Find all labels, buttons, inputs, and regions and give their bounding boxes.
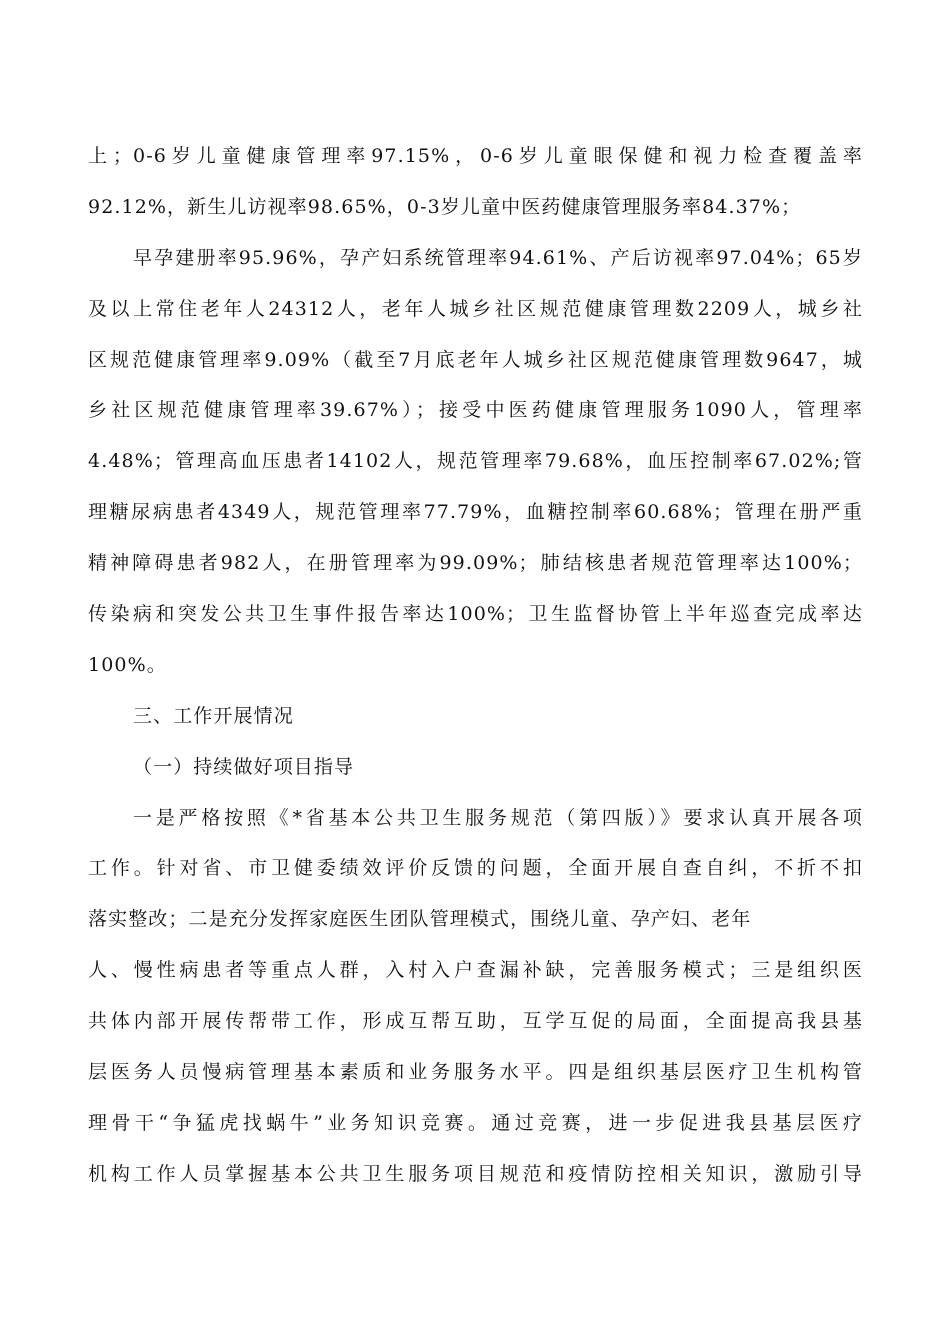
text-line: 早孕建册率95.96%，孕产妇系统管理率94.61%、产后访视率97.04%；65岁 <box>133 246 863 269</box>
text-line: 及以上常住老年人24312人，老年人城乡社区规范健康管理数2209人，城乡社 <box>88 297 863 320</box>
text-line: 精神障碍患者982人，在册管理率为99.09%；肺结核患者规范管理率达100%； <box>88 552 863 575</box>
text-line: 工作。针对省、市卫健委绩效评价反馈的问题，全面开展自查自纠，不折不扣 <box>88 857 863 880</box>
text-line: 92.12%，新生儿访视率98.65%，0-3岁儿童中医药健康管理服务率84.37%； <box>88 195 802 218</box>
text-line: 100%。 <box>88 653 167 676</box>
text-line: 区规范健康管理率9.09%（截至7月底老年人城乡社区规范健康管理数9647，城 <box>88 348 863 371</box>
text-line: 上；0-6岁儿童健康管理率97.15%，0-6岁儿童眼保健和视力检查覆盖率 <box>88 145 863 167</box>
text-line: 一是严格按照《*省基本公共卫生服务规范（第四版）》要求认真开展各项 <box>133 806 863 829</box>
text-line: 共体内部开展传帮带工作，形成互帮互助，互学互促的局面，全面提高我县基 <box>88 1010 863 1033</box>
text-line: 理骨干“争猛虎找蜗牛”业务知识竞赛。通过竞赛，进一步促进我县基层医疗 <box>88 1111 863 1134</box>
text-line: 传染病和突发公共卫生事件报告率达100%；卫生监督协管上半年巡查完成率达 <box>88 603 863 626</box>
document-body <box>88 131 863 1200</box>
text-line: 人、慢性病患者等重点人群，入村入户查漏补缺，完善服务模式；三是组织医 <box>88 959 863 982</box>
text-line: 层医务人员慢病管理基本素质和业务服务水平。四是组织基层医疗卫生机构管 <box>88 1061 863 1084</box>
text-line: （一）持续做好项目指导 <box>133 755 355 778</box>
text-line: 理糖尿病患者4349人，规范管理率77.79%，血糖控制率60.68%；管理在册严重 <box>88 501 863 524</box>
text-line: 落实整改；二是充分发挥家庭医生团队管理模式，围绕儿童、孕产妇、老年 <box>88 908 752 931</box>
text-line: 乡社区规范健康管理率39.67%）；接受中医药健康管理服务1090人，管理率 <box>88 399 863 422</box>
text-line: 机构工作人员掌握基本公共卫生服务项目规范和疫情防控相关知识，激励引导 <box>88 1162 863 1185</box>
text-line: 三、工作开展情况 <box>133 704 294 727</box>
text-line: 4.48%；管理高血压患者14102人，规范管理率79.68%，血压控制率67.02%;管 <box>88 450 863 473</box>
